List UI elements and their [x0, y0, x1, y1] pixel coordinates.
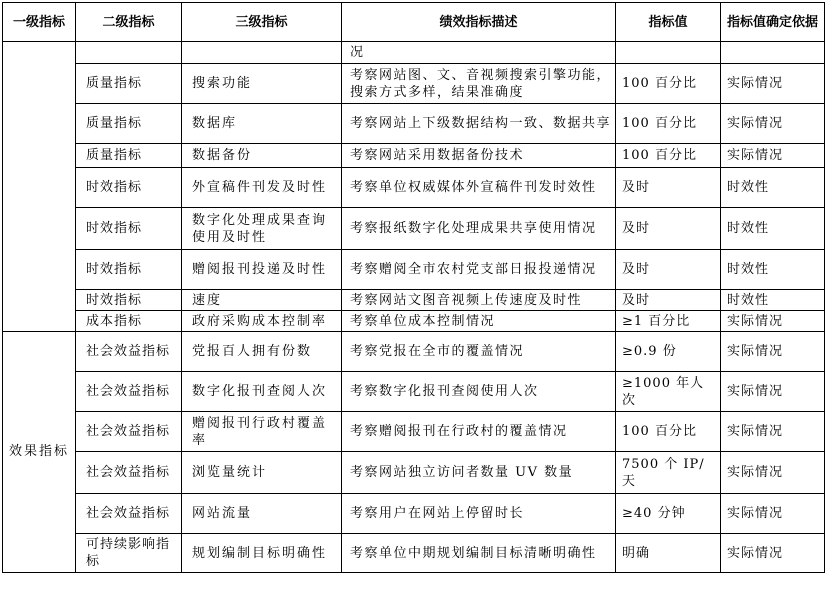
value-cell: 及时 [616, 250, 721, 290]
level2-cell: 社会效益指标 [76, 332, 182, 372]
level2-cell: 社会效益指标 [76, 452, 182, 494]
level2-cell: 时效指标 [76, 168, 182, 208]
value-cell: ≥40 分钟 [616, 494, 721, 534]
value-cell: ≥1000 年人次 [616, 372, 721, 412]
table-row [3, 168, 825, 208]
description-cell: 考察报纸数字化处理成果共享使用情况 [342, 208, 616, 250]
basis-cell: 实际情况 [721, 494, 825, 534]
basis-cell: 实际情况 [721, 534, 825, 573]
value-cell: 100 百分比 [616, 64, 721, 104]
level2-cell: 成本指标 [76, 311, 182, 332]
table-row [3, 412, 825, 452]
basis-cell: 实际情况 [721, 412, 825, 452]
description-cell: 考察赠阅报刊在行政村的覆盖情况 [342, 412, 616, 452]
table-row [3, 452, 825, 494]
value-cell: 及时 [616, 208, 721, 250]
value-cell: ≥1 百分比 [616, 311, 721, 332]
description-cell: 考察网站图、文、音视频搜索引擎功能，搜索方式多样，结果准确度 [342, 64, 616, 104]
level2-cell: 质量指标 [76, 64, 182, 104]
level2-cell [76, 42, 182, 64]
basis-cell: 实际情况 [721, 372, 825, 412]
description-cell: 考察网站文图音视频上传速度及时性 [342, 290, 616, 311]
table-row [3, 290, 825, 311]
value-cell: 明确 [616, 534, 721, 573]
level3-cell: 数字化处理成果查询使用及时性 [182, 208, 342, 250]
basis-cell: 实际情况 [721, 311, 825, 332]
value-cell: 及时 [616, 290, 721, 311]
table-row [3, 144, 825, 168]
header-level1: 一级指标 [3, 3, 76, 42]
level2-cell: 质量指标 [76, 144, 182, 168]
performance-indicator-table [2, 2, 825, 573]
level2-cell: 可持续影响指标 [76, 534, 182, 573]
level3-cell: 数字化报刊查阅人次 [182, 372, 342, 412]
description-cell: 考察单位权威媒体外宣稿件刊发时效性 [342, 168, 616, 208]
level3-cell: 政府采购成本控制率 [182, 311, 342, 332]
value-cell: ≥0.9 份 [616, 332, 721, 372]
description-cell: 考察用户在网站上停留时长 [342, 494, 616, 534]
table-row [3, 534, 825, 573]
value-cell [616, 42, 721, 64]
level1-cell-effect: 效果指标 [3, 332, 76, 573]
value-cell: 7500 个 IP/天 [616, 452, 721, 494]
level3-cell: 网站流量 [182, 494, 342, 534]
level3-cell: 党报百人拥有份数 [182, 332, 342, 372]
level2-cell: 时效指标 [76, 290, 182, 311]
table-row [3, 208, 825, 250]
level3-cell: 数据库 [182, 104, 342, 144]
table-row [3, 42, 825, 64]
description-cell: 考察网站上下级数据结构一致、数据共享 [342, 104, 616, 144]
value-cell: 100 百分比 [616, 144, 721, 168]
value-cell: 100 百分比 [616, 104, 721, 144]
level3-cell: 赠阅报刊投递及时性 [182, 250, 342, 290]
level1-cell-empty [3, 42, 76, 332]
level2-cell: 社会效益指标 [76, 494, 182, 534]
level2-cell: 社会效益指标 [76, 372, 182, 412]
description-cell: 考察赠阅全市农村党支部日报投递情况 [342, 250, 616, 290]
header-level2: 二级指标 [76, 3, 182, 42]
description-cell: 考察网站采用数据备份技术 [342, 144, 616, 168]
header-description: 绩效指标描述 [342, 3, 616, 42]
level3-cell: 速度 [182, 290, 342, 311]
description-cell: 考察单位成本控制情况 [342, 311, 616, 332]
level3-cell: 浏览量统计 [182, 452, 342, 494]
basis-cell: 时效性 [721, 168, 825, 208]
table-row [3, 332, 825, 372]
header-level3: 三级指标 [182, 3, 342, 42]
basis-cell: 时效性 [721, 250, 825, 290]
basis-cell: 时效性 [721, 208, 825, 250]
basis-cell [721, 42, 825, 64]
level3-cell: 外宣稿件刊发及时性 [182, 168, 342, 208]
table-row [3, 494, 825, 534]
table-row [3, 104, 825, 144]
basis-cell: 实际情况 [721, 332, 825, 372]
basis-cell: 时效性 [721, 290, 825, 311]
description-cell: 况 [342, 42, 616, 64]
level3-cell: 赠阅报刊行政村覆盖率 [182, 412, 342, 452]
level3-cell: 数据备份 [182, 144, 342, 168]
level3-cell: 规划编制目标明确性 [182, 534, 342, 573]
header-basis: 指标值确定依据 [721, 3, 825, 42]
level2-cell: 时效指标 [76, 250, 182, 290]
level2-cell: 社会效益指标 [76, 412, 182, 452]
table-row [3, 64, 825, 104]
description-cell: 考察网站独立访问者数量 UV 数量 [342, 452, 616, 494]
level3-cell [182, 42, 342, 64]
level2-cell: 质量指标 [76, 104, 182, 144]
level2-cell: 时效指标 [76, 208, 182, 250]
value-cell: 100 百分比 [616, 412, 721, 452]
value-cell: 及时 [616, 168, 721, 208]
table-row [3, 311, 825, 332]
description-cell: 考察党报在全市的覆盖情况 [342, 332, 616, 372]
basis-cell: 实际情况 [721, 64, 825, 104]
header-value: 指标值 [616, 3, 721, 42]
basis-cell: 实际情况 [721, 104, 825, 144]
level3-cell: 搜索功能 [182, 64, 342, 104]
basis-cell: 实际情况 [721, 144, 825, 168]
description-cell: 考察数字化报刊查阅使用人次 [342, 372, 616, 412]
table-row [3, 372, 825, 412]
description-cell: 考察单位中期规划编制目标清晰明确性 [342, 534, 616, 573]
basis-cell: 实际情况 [721, 452, 825, 494]
table-row [3, 250, 825, 290]
table-header-row [3, 3, 825, 42]
